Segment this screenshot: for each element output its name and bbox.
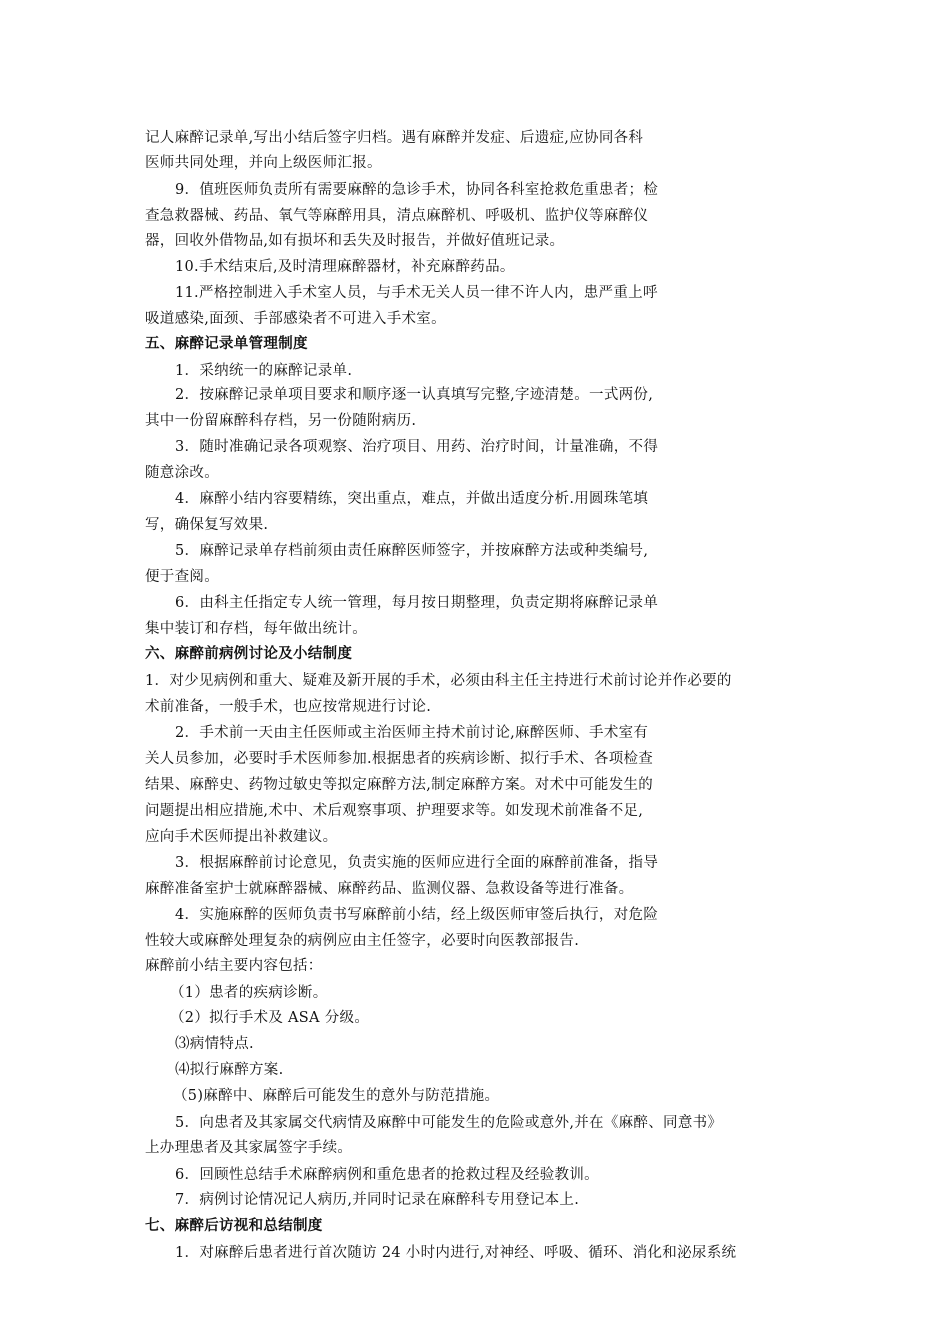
text-line: 查急救器械、药品、氧气等麻醉用具，清点麻醉机、呼吸机、监护仪等麻醉仪 <box>145 208 649 224</box>
text-line: 便于查阅。 <box>145 569 219 585</box>
text-line: 性较大或麻醉处理复杂的病例应由主任签字，必要时向医教部报告. <box>145 933 580 949</box>
text-line: ⑷拟行麻醉方案. <box>175 1062 284 1078</box>
text-line: 5．向患者及其家属交代病情及麻醉中可能发生的危险或意外,并在《麻醉、同意书》 <box>175 1115 723 1131</box>
text-line: 7．病例讨论情况记人病历,并同时记录在麻醉科专用登记本上. <box>175 1192 580 1208</box>
text-line: 麻醉前小结主要内容包括： <box>145 958 323 974</box>
text-line: 上办理患者及其家属签字手续。 <box>145 1140 353 1156</box>
text-line: 4．实施麻醉的医师负责书写麻醉前小结，经上级医师审签后执行，对危险 <box>175 907 659 923</box>
section-heading: 五、麻醉记录单管理制度 <box>145 336 308 352</box>
text-line: 2．按麻醉记录单项目要求和顺序逐一认真填写完整,字迹清楚。一式两份, <box>175 387 654 403</box>
text-line: 3．根据麻醉前讨论意见，负责实施的医师应进行全面的麻醉前准备，指导 <box>175 855 659 871</box>
text-line: （5)麻醉中、麻醉后可能发生的意外与防范措施。 <box>173 1088 500 1104</box>
text-line: 9．值班医师负责所有需要麻醉的急诊手术，协同各科室抢救危重患者；检 <box>175 182 659 198</box>
text-line: 6．回顾性总结手术麻醉病例和重危患者的抢救过程及经验教训。 <box>175 1167 599 1183</box>
text-line: （2）拟行手术及 ASA 分级。 <box>170 1010 370 1026</box>
text-line: 其中一份留麻醉科存档，另一份随附病历. <box>145 413 417 429</box>
text-line: 11.严格控制进入手术室人员，与手术无关人员一律不许人内，患严重上呼 <box>175 285 658 301</box>
text-line: 术前准备，一般手术，也应按常规进行讨论. <box>145 699 432 715</box>
text-line: 医师共同处理，并向上级医师汇报。 <box>145 155 382 171</box>
text-line: 记人麻醉记录单,写出小结后签字归档。遇有麻醉并发症、后遗症,应协同各科 <box>145 130 644 146</box>
text-line: 1．对麻醉后患者进行首次随访 24 小时内进行,对神经、呼吸、循环、消化和泌尿系统 <box>175 1245 737 1261</box>
text-line: 10.手术结束后,及时清理麻醉器材，补充麻醉药品。 <box>175 259 515 275</box>
text-line: 5．麻醉记录单存档前须由责任麻醉医师签字，并按麻醉方法或种类编号, <box>175 543 649 559</box>
text-line: 问题提出相应措施,术中、术后观察事项、护理要求等。如发现术前准备不足, <box>145 803 644 819</box>
text-line: 结果、麻醉史、药物过敏史等拟定麻醉方法,制定麻醉方案。对术中可能发生的 <box>145 777 654 793</box>
text-line: 应向手术医师提出补救建议。 <box>145 829 338 845</box>
text-line: 随意涂改。 <box>145 465 219 481</box>
section-heading: 七、麻醉后访视和总结制度 <box>145 1218 323 1234</box>
text-line: （1）患者的疾病诊断。 <box>170 985 328 1001</box>
text-line: 关人员参加，必要时手术医师参加.根据患者的疾病诊断、拟行手术、各项检查 <box>145 751 654 767</box>
text-line: 吸道感染,面颈、手部感染者不可进入手术室。 <box>145 311 446 327</box>
text-line: 2．手术前一天由主任医师或主治医师主持术前讨论,麻醉医师、手术室有 <box>175 725 649 741</box>
text-line: 麻醉准备室护士就麻醉器械、麻醉药品、监测仪器、急救设备等进行准备。 <box>145 881 634 897</box>
text-line: 集中装订和存档，每年做出统计。 <box>145 621 367 637</box>
text-line: 1．采纳统一的麻醉记录单. <box>175 363 353 379</box>
text-line: 3．随时准确记录各项观察、治疗项目、用药、治疗时间，计量准确，不得 <box>175 439 659 455</box>
text-line: 6．由科主任指定专人统一管理，每月按日期整理，负责定期将麻醉记录单 <box>175 595 659 611</box>
text-line: 4．麻醉小结内容要精练，突出重点，难点，并做出适度分析.用圆珠笔填 <box>175 491 649 507</box>
text-line: 器，回收外借物品,如有损坏和丢失及时报告，并做好值班记录。 <box>145 233 565 249</box>
section-heading: 六、麻醉前病例讨论及小结制度 <box>145 646 353 662</box>
text-line: 1．对少见病例和重大、疑难及新开展的手术，必须由科主任主持进行术前讨论并作必要的 <box>145 673 732 689</box>
text-line: ⑶病情特点. <box>175 1036 254 1052</box>
text-line: 写，确保复写效果. <box>145 517 269 533</box>
